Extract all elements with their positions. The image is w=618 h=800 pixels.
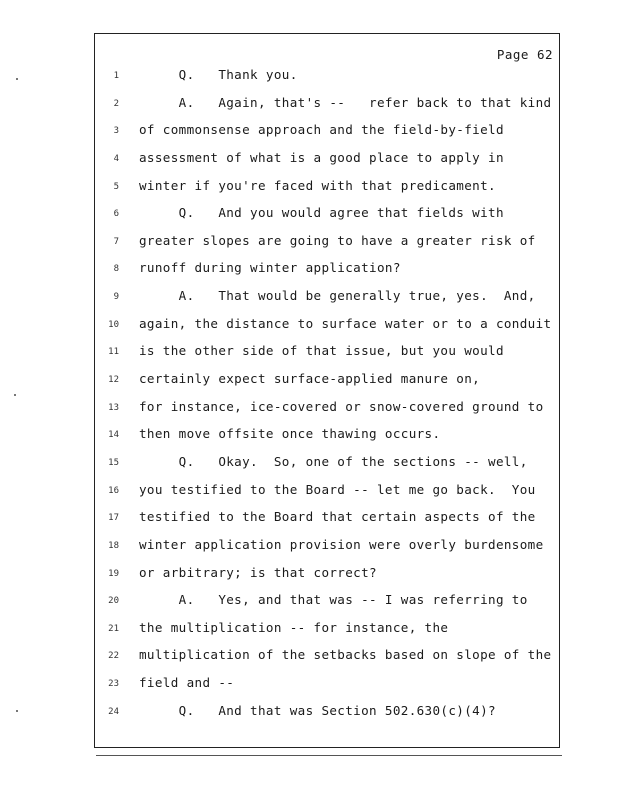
page-number: Page 62	[496, 47, 553, 62]
line-text: A. Yes, and that was -- I was referring to	[139, 592, 528, 608]
transcript-line	[95, 151, 559, 179]
line-number: 13	[108, 402, 119, 413]
transcript-line	[95, 344, 559, 372]
transcript-line	[95, 593, 559, 621]
line-text: certainly expect surface-applied manure on,	[139, 371, 481, 387]
line-text: again, the distance to surface water or to a conduit	[139, 315, 552, 331]
transcript-line	[95, 483, 559, 511]
line-number: 3	[113, 126, 119, 137]
scan-mark	[16, 78, 18, 80]
line-text: Q. Okay. So, one of the sections -- well,	[139, 453, 528, 469]
line-number: 19	[108, 568, 119, 579]
transcript-line	[95, 621, 559, 649]
transcript-line	[95, 676, 559, 704]
transcript-line	[95, 538, 559, 566]
transcript-line	[95, 68, 559, 96]
line-number: 11	[108, 347, 119, 358]
line-text: A. Again, that's -- refer back to that kind	[139, 94, 552, 110]
line-number: 14	[108, 430, 119, 441]
line-number: 7	[113, 236, 119, 247]
line-text: then move offsite once thawing occurs.	[139, 426, 441, 442]
transcript-line	[95, 206, 559, 234]
transcript-body	[95, 68, 559, 731]
transcript-line	[95, 566, 559, 594]
line-text: field and --	[139, 675, 235, 691]
line-text: runoff during winter application?	[139, 260, 401, 276]
scan-mark	[16, 710, 18, 712]
line-number: 10	[108, 319, 119, 330]
line-number: 17	[108, 513, 119, 524]
line-text: Q. Thank you.	[139, 67, 298, 82]
transcript-line	[95, 372, 559, 400]
transcript-line	[95, 317, 559, 345]
line-number: 2	[113, 98, 119, 109]
line-number: 21	[108, 623, 119, 634]
line-number: 15	[108, 457, 119, 468]
line-text: the multiplication -- for instance, the	[139, 619, 449, 635]
transcript-line	[95, 179, 559, 207]
transcript-line	[95, 510, 559, 538]
transcript-line	[95, 400, 559, 428]
line-text: of commonsense approach and the field-by-field	[139, 122, 504, 138]
line-text: for instance, ice-covered or snow-covered ground to	[139, 398, 544, 414]
line-number: 1	[113, 71, 119, 81]
line-number: 23	[108, 679, 119, 690]
transcript-page	[94, 33, 560, 748]
transcript-line	[95, 427, 559, 455]
transcript-line	[95, 123, 559, 151]
transcript-line	[95, 289, 559, 317]
line-text: Q. And you would agree that fields with	[139, 205, 504, 221]
line-number: 5	[113, 181, 119, 192]
line-text: assessment of what is a good place to apply in	[139, 149, 504, 165]
line-number: 9	[113, 292, 119, 303]
transcript-line	[95, 234, 559, 262]
line-number: 12	[108, 375, 119, 386]
transcript-line	[95, 455, 559, 483]
line-text: multiplication of the setbacks based on slope of the	[139, 647, 552, 663]
line-text: or arbitrary; is that correct?	[139, 564, 377, 580]
line-number: 20	[108, 596, 119, 607]
scan-mark	[14, 394, 16, 396]
bottom-rule	[96, 755, 562, 756]
line-number: 6	[113, 209, 119, 220]
line-number: 24	[108, 706, 119, 717]
line-number: 22	[108, 651, 119, 662]
transcript-line	[95, 704, 559, 732]
line-text: you testified to the Board -- let me go back. You	[139, 481, 536, 497]
line-text: testified to the Board that certain aspects of the	[139, 509, 536, 525]
line-number: 8	[113, 264, 119, 275]
transcript-line	[95, 648, 559, 676]
line-text: winter if you're faced with that predicament.	[139, 177, 496, 193]
line-text: is the other side of that issue, but you would	[139, 343, 504, 359]
transcript-line	[95, 96, 559, 124]
line-text: Q. And that was Section 502.630(c)(4)?	[139, 702, 496, 718]
line-text: winter application provision were overly burdensome	[139, 536, 544, 552]
line-number: 4	[113, 153, 119, 164]
line-number: 16	[108, 485, 119, 496]
line-number: 18	[108, 540, 119, 551]
line-text: greater slopes are going to have a greater risk of	[139, 232, 536, 248]
line-text: A. That would be generally true, yes. And,	[139, 288, 536, 304]
transcript-line	[95, 261, 559, 289]
